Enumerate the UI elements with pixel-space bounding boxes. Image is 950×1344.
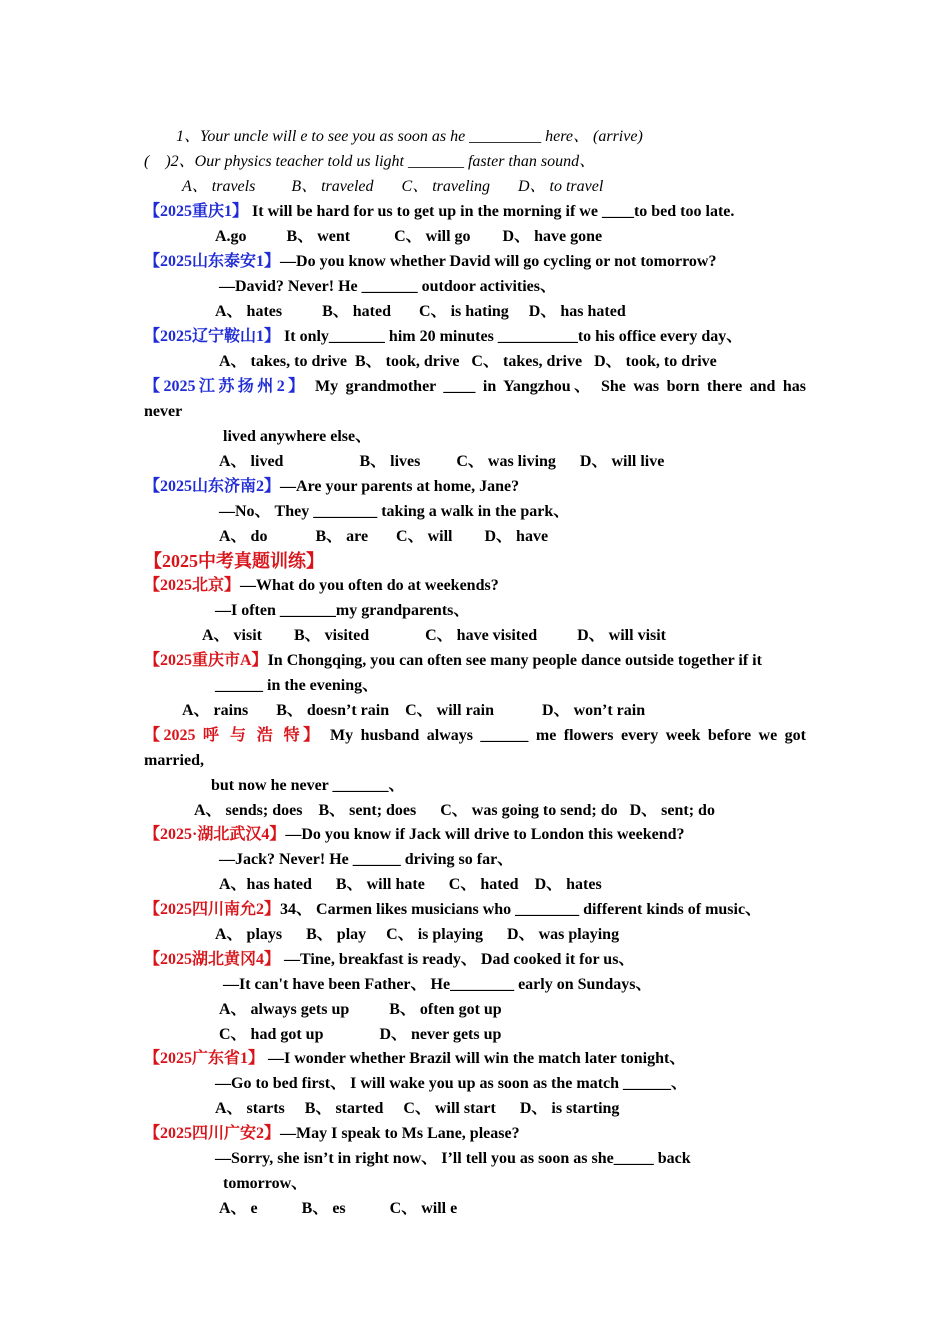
line-text: —No、 They ________ taking a walk in the park、 (219, 503, 570, 520)
source-tag: 【2025重庆1】 (144, 203, 249, 220)
source-tag: 【2025广东省1】 (144, 1050, 265, 1067)
line-text: ______ in the evening、 (215, 677, 379, 694)
text-line (144, 1049, 685, 1069)
source-tag: 【2025湖北黄冈4】 (144, 951, 281, 968)
line-text: A、 starts B、 started C、 will start D、 is starting (215, 1100, 620, 1117)
source-tag: 【2025四川广安2】 (144, 1125, 281, 1142)
line-text: —It can't have been Father、 He________ early on Sundays、 (223, 976, 652, 993)
text-line (219, 875, 602, 895)
text-line (144, 551, 324, 571)
line-text: —Go to bed first、 I will wake you up as soon as the match ______、 (215, 1075, 688, 1092)
line-text: A、 hates B、 hated C、 is hating D、 has hated (215, 303, 626, 320)
text-line (215, 925, 619, 945)
source-tag: 【2025重庆市A】 (144, 652, 268, 669)
text-line (219, 1199, 457, 1219)
text-line (144, 825, 685, 845)
text-line (144, 252, 716, 272)
line-text: A、 sends; does B、 sent; does C、 was going to send; do D、 sent; do (194, 802, 715, 819)
text-line (144, 651, 762, 671)
line-text: —Jack? Never! He ______ driving so far、 (219, 851, 514, 868)
line-text: A、 lived B、 lives C、 was living D、 will live (219, 453, 665, 470)
text-line (144, 327, 742, 347)
line-text: —Are your parents at home, Jane? (280, 478, 520, 495)
line-text: 34、 Carmen likes musicians who ________ different kinds of music、 (280, 901, 762, 918)
line-text: In Chongqing, you can often see many people dance outside together if it (267, 652, 762, 669)
line-text: but now he never _______、 (211, 777, 405, 794)
line-text: A、 visit B、 visited C、 have visited D、 will visit (202, 627, 667, 644)
line-text: —Do you know whether David will go cycling or not tomorrow? (280, 253, 717, 270)
line-text: My husband always ______ me flowers every week before we got (322, 727, 806, 744)
line-text: —David? Never! He _______ outdoor activities、 (219, 278, 556, 295)
line-text: It will be hard for us to get up in the morning if we ____to bed too late. (248, 203, 735, 220)
text-line (176, 127, 643, 147)
text-line (223, 975, 651, 995)
text-line (219, 277, 556, 297)
text-line (194, 801, 715, 821)
line-text: —May I speak to Ms Lane, please? (280, 1125, 520, 1142)
text-line (219, 850, 513, 870)
line-text: A、has hated B、 will hate C、 hated D、 hates (219, 876, 602, 893)
text-line (215, 1074, 687, 1094)
text-line (215, 1099, 619, 1119)
text-line (144, 202, 734, 222)
text-line (211, 776, 405, 796)
text-line (219, 1000, 502, 1020)
text-line (144, 576, 499, 596)
line-text: My grandmother ____ in Yangzhou、 She was born there and has (307, 378, 806, 395)
source-tag: 【2025辽宁鞍山1】 (144, 328, 281, 345)
line-text: married, (144, 752, 204, 769)
text-line (144, 477, 519, 497)
text-line (144, 726, 806, 746)
text-line (202, 626, 666, 646)
text-line (182, 177, 603, 197)
line-text: A、 travels B、 traveled C、 traveling D、 to travel (182, 178, 604, 195)
text-line (223, 1174, 307, 1194)
source-tag: 【2025四川南允2】 (144, 901, 281, 918)
line-text: It only_______ him 20 minutes __________to his office every day、 (280, 328, 743, 345)
line-text: —Do you know if Jack will drive to London this weekend? (285, 826, 685, 843)
text-line (144, 152, 595, 172)
text-line (219, 502, 569, 522)
line-text: A、 always gets up B、 often got up (219, 1001, 502, 1018)
text-line (144, 377, 806, 397)
source-tag: 【2025山东济南2】 (144, 478, 281, 495)
source-tag: 【2025·湖北武汉4】 (144, 826, 286, 843)
line-text: 1、Your uncle will e to see you as soon as he _________ here、 (arrive) (176, 128, 643, 145)
text-line (144, 900, 761, 920)
line-text: C、 had got up D、 never gets up (219, 1026, 502, 1043)
source-tag: 【2025江苏扬州2】 (144, 378, 308, 395)
line-text: A、 plays B、 play C、 is playing D、 was playing (215, 926, 620, 943)
text-line (219, 1025, 501, 1045)
text-line (215, 1149, 691, 1169)
source-tag: 【2025北京】 (144, 577, 241, 594)
text-line (144, 751, 204, 771)
text-line (223, 427, 371, 447)
text-line (215, 227, 602, 247)
line-text: A、 takes, to drive B、 took, drive C、 takes, drive D、 took, to drive (219, 353, 717, 370)
line-text: ( )2、Our physics teacher told us light _______ faster than sound、 (144, 153, 596, 170)
text-line (144, 1124, 520, 1144)
line-text: A.go B、 went C、 will go D、 have gone (215, 228, 603, 245)
source-tag: 【2025山东泰安1】 (144, 253, 281, 270)
line-text: —What do you often do at weekends? (240, 577, 499, 594)
section-heading: 【2025中考真题训练】 (144, 551, 324, 571)
text-line (144, 950, 634, 970)
text-line (215, 676, 378, 696)
text-line (182, 701, 645, 721)
line-text: never (144, 403, 183, 420)
line-text: —Tine, breakfast is ready、 Dad cooked it for us、 (280, 951, 635, 968)
text-line (219, 452, 664, 472)
text-line (144, 402, 182, 422)
source-tag: 【2025 呼 与 浩 特】 (144, 727, 323, 744)
text-line (215, 302, 626, 322)
line-text: lived anywhere else、 (223, 428, 372, 445)
line-text: A、 e B、 es C、 will e (219, 1200, 458, 1217)
text-line (219, 527, 548, 547)
line-text: A、 do B、 are C、 will D、 have (219, 528, 549, 545)
line-text: —I wonder whether Brazil will win the match later tonight、 (264, 1050, 686, 1067)
line-text: A、 rains B、 doesn’t rain C、 will rain D、 won’t rain (182, 702, 646, 719)
text-line (215, 601, 469, 621)
line-text: tomorrow、 (223, 1175, 308, 1192)
line-text: —I often _______my grandparents、 (215, 602, 470, 619)
text-line (219, 352, 717, 372)
line-text: —Sorry, she isn’t in right now、 I’ll tell you as soon as she_____ back (215, 1150, 691, 1167)
